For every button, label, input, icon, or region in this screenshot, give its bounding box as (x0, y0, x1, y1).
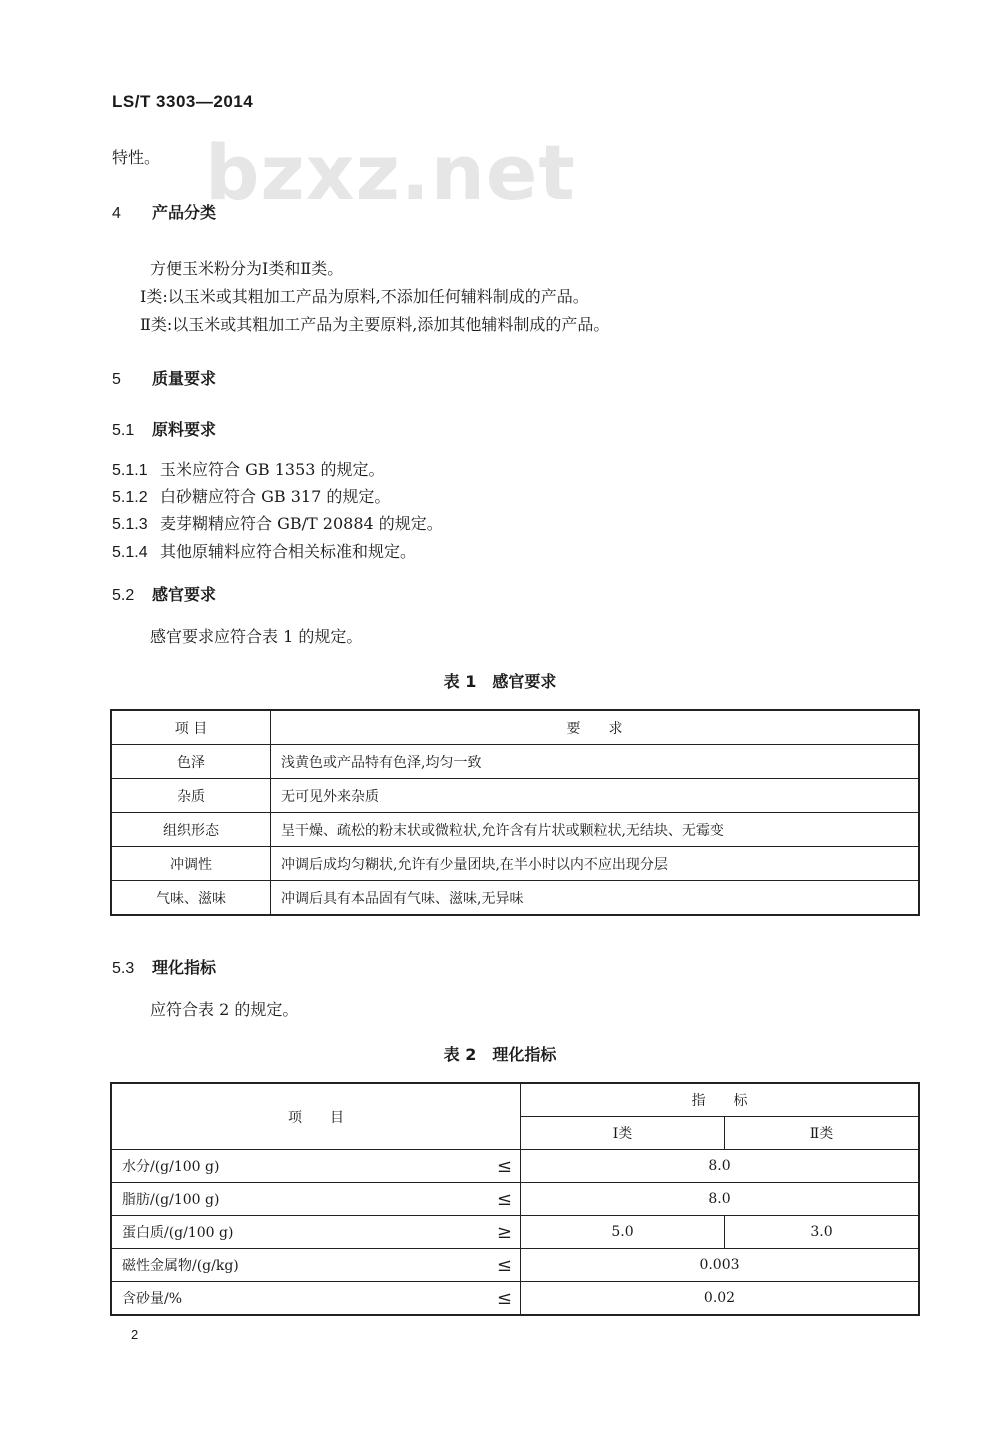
table-1-sensory (110, 709, 920, 916)
comparison-symbol: ≤ (496, 1156, 512, 1177)
row-requirement: 无可见外来杂质 (271, 779, 920, 813)
comparison-symbol: ≤ (496, 1255, 512, 1276)
section-5-3-heading (112, 958, 216, 979)
item-label: 蛋白质/(g/100 g) (122, 1225, 234, 1241)
section-number: 5.3 (112, 960, 135, 977)
table-row (111, 1183, 919, 1216)
row-item: 杂质 (111, 779, 271, 813)
comparison-symbol: ≥ (496, 1222, 512, 1243)
table-row (111, 1282, 919, 1316)
item-label: 水分/(g/100 g) (122, 1159, 220, 1175)
row-item (111, 1216, 521, 1249)
clause-number: 5.1.2 (112, 489, 148, 506)
clause-text: 玉米应符合 GB 1353 的规定。 (160, 460, 385, 479)
section-4-heading (112, 203, 216, 224)
row-requirement: 浅黄色或产品特有色泽,均匀一致 (271, 745, 920, 779)
intro-text: 特性。 (112, 148, 161, 167)
paragraph: Ⅰ类:以玉米或其粗加工产品为原料,不添加任何辅料制成的产品。 (140, 287, 589, 306)
row-value: 0.02 (521, 1282, 920, 1316)
row-item: 色泽 (111, 745, 271, 779)
row-value: 0.003 (521, 1249, 920, 1282)
table-row (111, 847, 919, 881)
row-value: 8.0 (521, 1183, 920, 1216)
row-item (111, 1150, 521, 1183)
row-item (111, 1183, 521, 1216)
header-index: 指 标 (521, 1083, 920, 1117)
clause-text: 其他原辅料应符合相关标准和规定。 (160, 542, 417, 561)
clause-5-1-4 (112, 542, 416, 563)
item-label: 含砂量/% (122, 1291, 183, 1307)
paragraph: Ⅱ类:以玉米或其粗加工产品为主要原料,添加其他辅料制成的产品。 (140, 315, 610, 334)
header-class-1: Ⅰ类 (521, 1117, 725, 1150)
clause-5-1-2 (112, 487, 390, 508)
clause-number: 5.1.3 (112, 516, 148, 533)
clause-number: 5.1.4 (112, 544, 148, 561)
table-row (111, 1216, 919, 1249)
table-2-caption: 表 2 理化指标 (443, 1045, 557, 1064)
table-row (111, 1249, 919, 1282)
row-requirement: 冲调后成均匀糊状,允许有少量团块,在半小时以内不应出现分层 (271, 847, 920, 881)
section-5-2-heading (112, 585, 216, 606)
section-title: 产品分类 (152, 203, 217, 222)
standard-code: LS/T 3303—2014 (112, 92, 254, 111)
watermark: bzxz.net (205, 128, 576, 217)
paragraph: 应符合表 2 的规定。 (150, 1000, 299, 1019)
section-title: 质量要求 (152, 369, 217, 388)
row-value: 8.0 (521, 1150, 920, 1183)
section-title: 感官要求 (152, 585, 217, 604)
row-value-class-2: 3.0 (725, 1216, 920, 1249)
item-label: 脂肪/(g/100 g) (122, 1192, 220, 1208)
table-header-row (111, 1083, 919, 1117)
header-class-2: Ⅱ类 (725, 1117, 920, 1150)
section-title: 原料要求 (152, 420, 217, 439)
table-row (111, 813, 919, 847)
clause-number: 5.1.1 (112, 462, 148, 479)
page-number: 2 (131, 1327, 139, 1342)
section-number: 5.2 (112, 587, 135, 604)
section-title: 理化指标 (152, 958, 217, 977)
comparison-symbol: ≤ (496, 1189, 512, 1210)
section-5-heading (112, 369, 216, 390)
comparison-symbol: ≤ (496, 1288, 512, 1309)
table-row (111, 1150, 919, 1183)
row-value-class-1: 5.0 (521, 1216, 725, 1249)
row-requirement: 冲调后具有本品固有气味、滋味,无异味 (271, 881, 920, 916)
item-label: 磁性金属物/(g/kg) (122, 1258, 239, 1274)
clause-5-1-1 (112, 460, 385, 481)
row-requirement: 呈干燥、疏松的粉末状或微粒状,允许含有片状或颗粒状,无结块、无霉变 (271, 813, 920, 847)
section-number: 5.1 (112, 422, 135, 439)
section-number: 4 (112, 205, 121, 222)
table-1-caption: 表 1 感官要求 (443, 672, 557, 691)
row-item: 组织形态 (111, 813, 271, 847)
table-header-row (111, 710, 919, 745)
header-item: 项 目 (111, 710, 271, 745)
clause-text: 白砂糖应符合 GB 317 的规定。 (160, 487, 391, 506)
header-item: 项 目 (111, 1083, 521, 1150)
section-number: 5 (112, 371, 121, 388)
table-row (111, 779, 919, 813)
row-item (111, 1249, 521, 1282)
table-2-physicochemical (110, 1082, 920, 1316)
section-5-1-heading (112, 420, 216, 441)
table-row (111, 881, 919, 916)
row-item (111, 1282, 521, 1316)
paragraph: 方便玉米粉分为Ⅰ类和Ⅱ类。 (150, 259, 344, 278)
row-item: 气味、滋味 (111, 881, 271, 916)
row-item: 冲调性 (111, 847, 271, 881)
clause-5-1-3 (112, 514, 443, 535)
header-requirement: 要 求 (271, 710, 920, 745)
clause-text: 麦芽糊精应符合 GB/T 20884 的规定。 (160, 514, 443, 533)
paragraph: 感官要求应符合表 1 的规定。 (150, 627, 363, 646)
table-row (111, 745, 919, 779)
